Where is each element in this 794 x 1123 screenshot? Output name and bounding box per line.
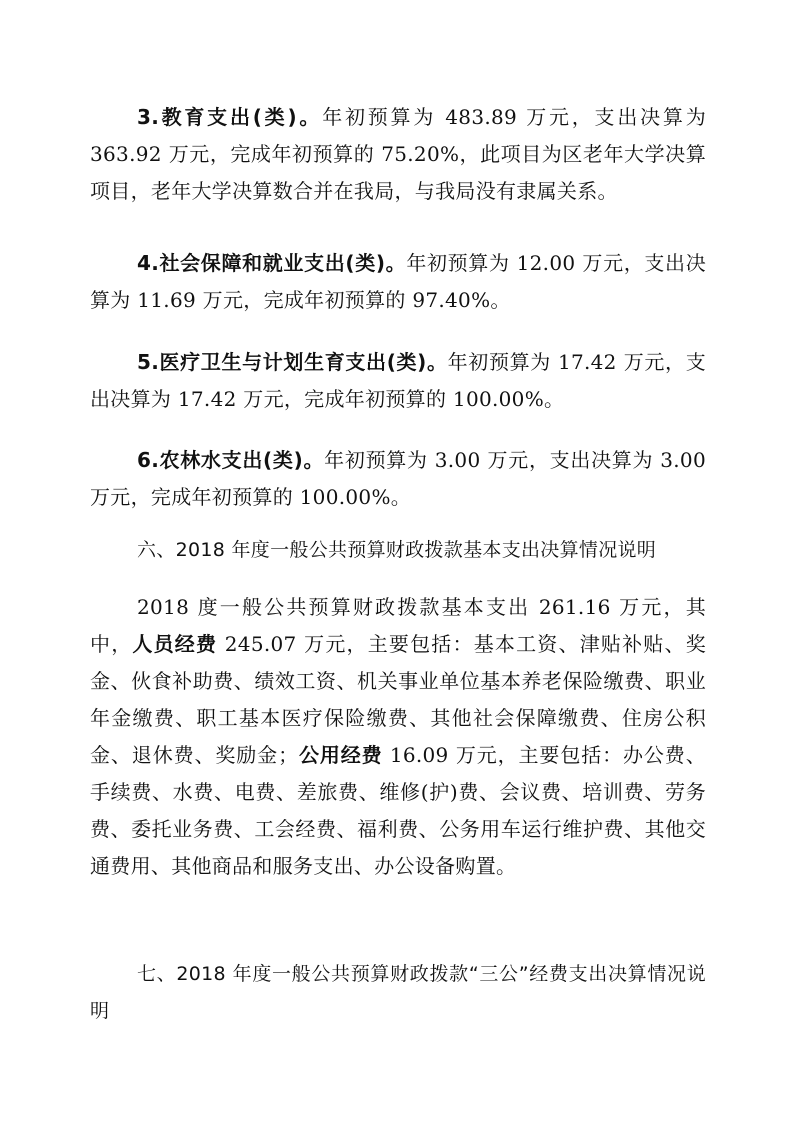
basic-expense-intro: 2018 度一般公共预算财政拨款基本支出 261.16 万元，其中， [90,595,706,656]
medical-title: 5.医疗卫生与计划生育支出(类)。 [137,350,448,374]
paragraph-basic-expense [90,589,706,885]
section-heading-seven: 七、2018 年度一般公共预算财政拨款“三公”经费支出决算情况说明 [90,963,706,1022]
paragraph-social-security-expense [90,245,706,319]
section-heading-six: 六、2018 年度一般公共预算财政拨款基本支出决算情况说明 [137,539,657,561]
public-expense-text: 16.09 万元，主要包括：办公费、手续费、水费、电费、差旅费、维修(护)费、会议费、培训费、劳务费、委托业务费、工会经费、福利费、公务用车运行维护费、其他交通费用、其他商品和服务支出、办公设备购置。 [90,743,706,878]
social-security-title: 4.社会保障和就业支出(类)。 [137,251,407,275]
paragraph-agriculture-expense [90,442,706,516]
agriculture-text: 年初预算为 3.00 万元，支出决算为 3.00 万元，完成年初预算的 100.00%。 [90,448,706,509]
medical-text: 年初预算为 17.42 万元，支出决算为 17.42 万元，完成年初预算的 100.00%。 [90,350,706,411]
paragraph-education-expense [90,99,706,210]
personnel-expense-label: 人员经费 [132,632,218,656]
paragraph-medical-expense [90,344,706,418]
agriculture-title: 6.农林水支出(类)。 [137,448,325,472]
social-security-text: 年初预算为 12.00 万元，支出决算为 11.69 万元，完成年初预算的 97.40%。 [90,251,707,312]
public-expense-label: 公用经费 [298,743,383,767]
education-title: 3.教育支出(类)。 [137,105,323,129]
education-text: 年初预算为 483.89 万元，支出决算为 363.92 万元，完成年初预算的 75.20%，此项目为区老年大学决算项目，老年大学决算数合并在我局，与我局没有隶属关系。 [90,105,707,203]
personnel-expense-text: 245.07 万元，主要包括：基本工资、津贴补贴、奖金、伙食补助费、绩效工资、机关事业单位基本养老保险缴费、职业年金缴费、职工基本医疗保险缴费、其他社会保障缴费、住房公积金、退休费、奖励金； [90,632,707,767]
